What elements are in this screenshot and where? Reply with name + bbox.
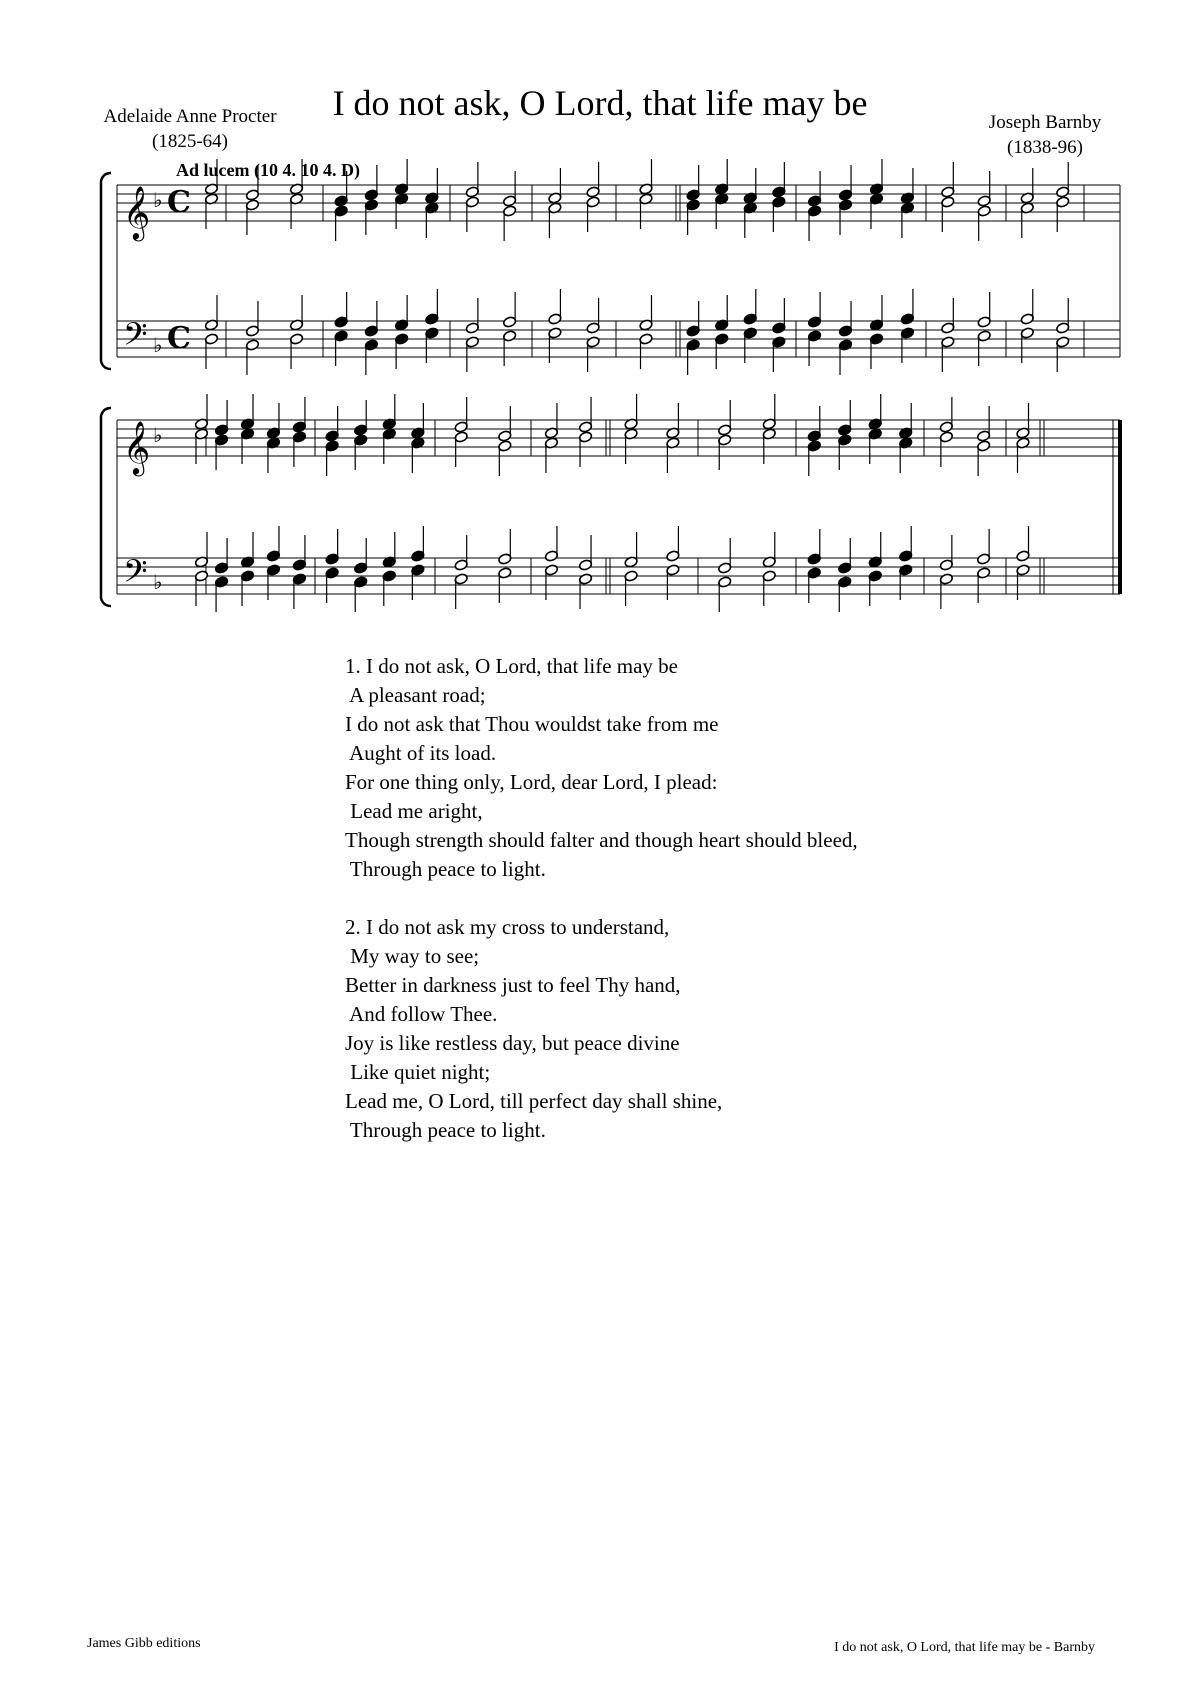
score-system-2 — [101, 394, 1120, 612]
verse-1 — [345, 652, 858, 884]
system-bracket — [101, 408, 111, 606]
lyric-line: Like quiet night; — [345, 1060, 491, 1084]
lyric-line: Through peace to light. — [345, 857, 546, 881]
lyric-line: A pleasant road; — [345, 683, 486, 707]
lyric-line: Better in darkness just to feel Thy hand, — [345, 973, 681, 997]
lyric-line: Though strength should falter and though heart should bleed, — [345, 828, 858, 852]
hymn-lyrics — [345, 652, 858, 1174]
score-system-1 — [101, 159, 1120, 375]
music-score — [0, 0, 1200, 640]
treble-clef-icon: 𝄞 — [123, 185, 151, 239]
lyric-line: 2. I do not ask my cross to understand, — [345, 915, 670, 939]
bass-clef-icon: 𝄢 — [123, 316, 148, 360]
footer-page-title: I do not ask, O Lord, that life may be - Barnby — [834, 1640, 1095, 1655]
tune-name: Ad lucem (10 4. 10 4. D) — [176, 160, 360, 180]
system-bracket — [101, 173, 111, 369]
author-dates: (1825-64) — [152, 131, 228, 152]
flat-key-signature-icon: ♭ — [153, 188, 163, 212]
lyric-line: Through peace to light. — [345, 1118, 546, 1142]
flat-key-signature-icon: ♭ — [153, 423, 163, 447]
bass-clef-icon: 𝄢 — [123, 553, 148, 597]
composer-name: Joseph Barnby — [988, 112, 1102, 133]
flat-key-signature-icon: ♭ — [153, 333, 163, 357]
footer-publisher: James Gibb editions — [87, 1636, 201, 1651]
score-systems — [101, 159, 1120, 612]
lyric-line: Joy is like restless day, but peace divine — [345, 1031, 680, 1055]
flat-key-signature-icon: ♭ — [153, 570, 163, 594]
lyric-line: My way to see; — [345, 944, 480, 968]
treble-clef-icon: 𝄞 — [123, 420, 151, 474]
common-time-icon: C — [167, 321, 191, 356]
lyric-line: Lead me, O Lord, till perfect day shall shine, — [345, 1089, 723, 1113]
lyric-line: 1. I do not ask, O Lord, that life may be — [345, 654, 679, 678]
composer-dates: (1838-96) — [1007, 137, 1083, 158]
lyric-line: I do not ask that Thou wouldst take from me — [345, 712, 719, 736]
lyric-line: For one thing only, Lord, dear Lord, I plead: — [345, 770, 718, 794]
lyric-line: And follow Thee. — [345, 1002, 498, 1026]
verse-2 — [345, 913, 858, 1145]
common-time-icon: C — [167, 185, 191, 220]
author-name: Adelaide Anne Procter — [103, 106, 277, 127]
page-title: I do not ask, O Lord, that life may be — [332, 83, 868, 123]
lyric-line: Aught of its load. — [345, 741, 497, 765]
lyric-line: Lead me aright, — [345, 799, 483, 823]
